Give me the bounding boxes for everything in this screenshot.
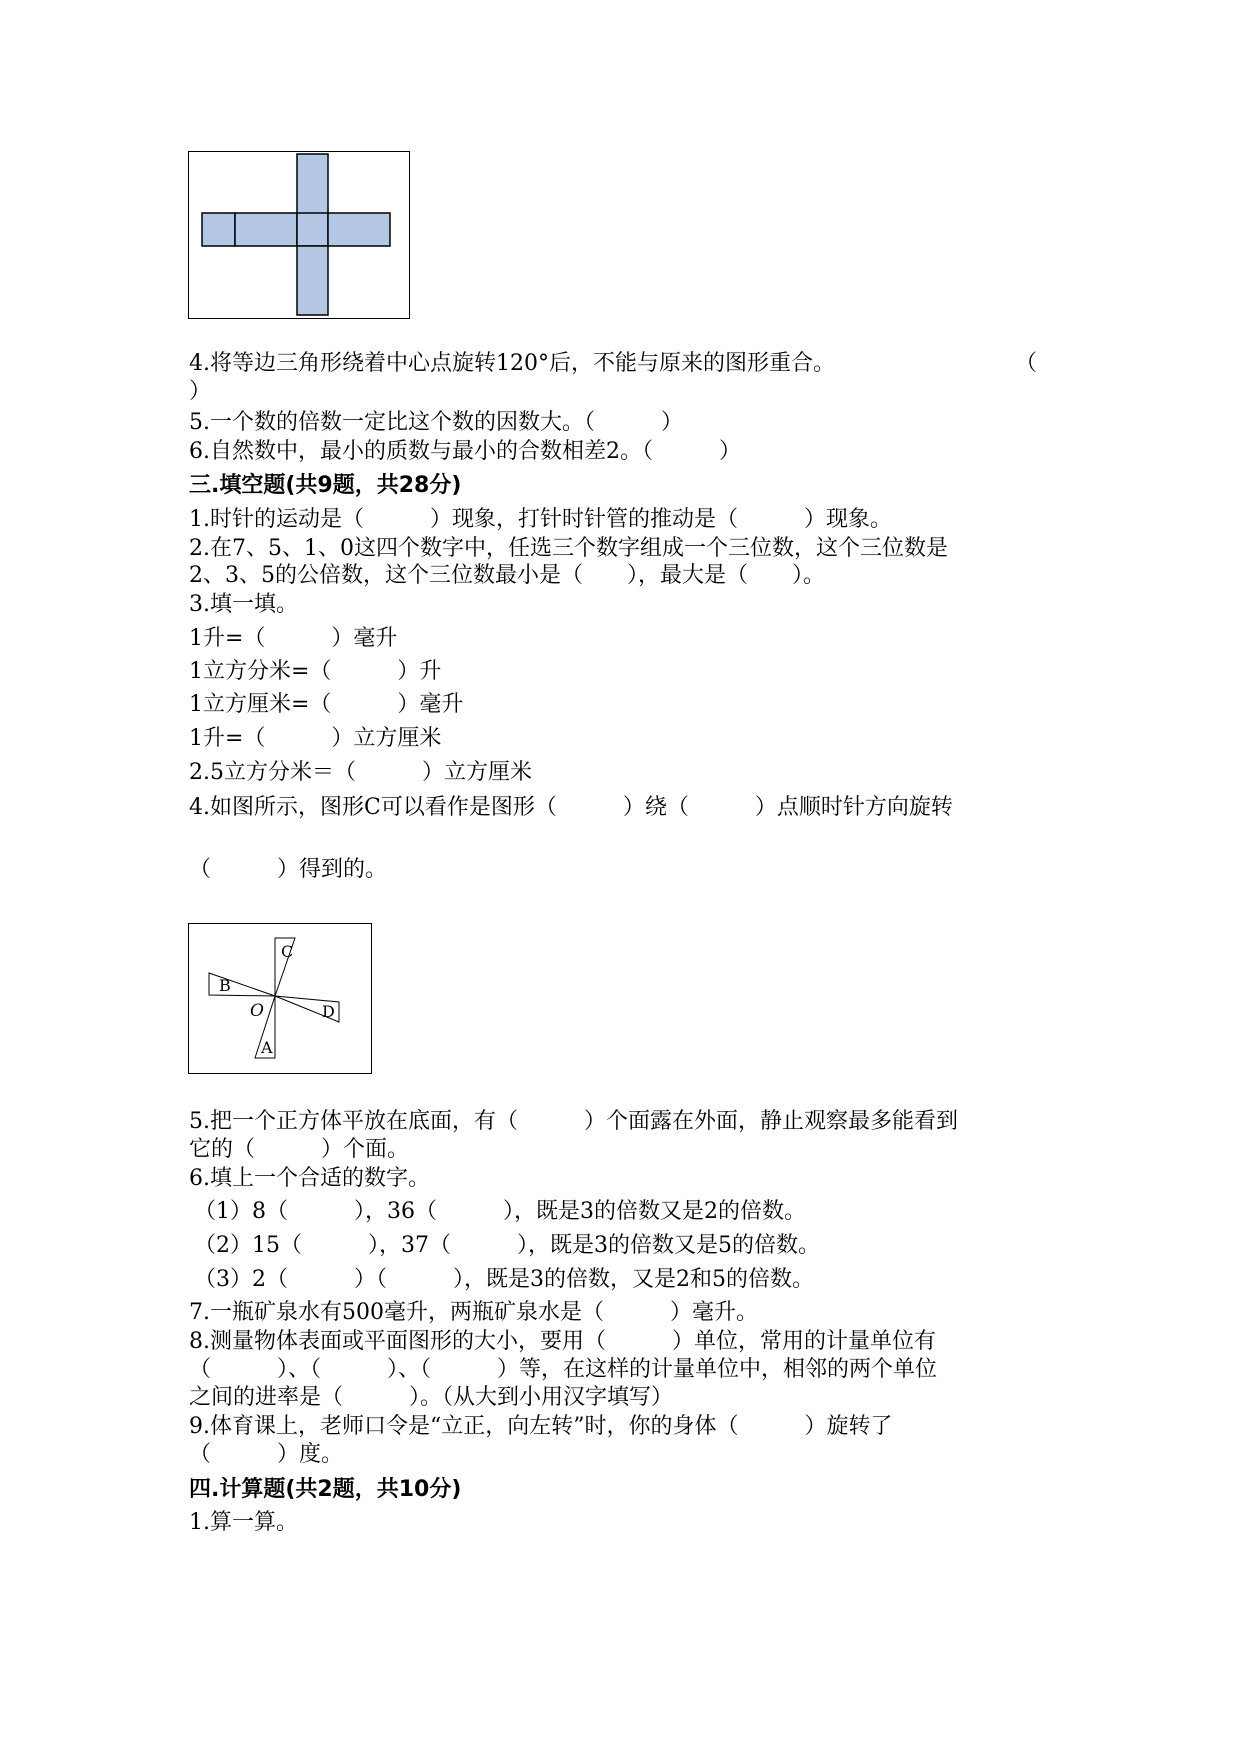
cube-net-drawing [189,152,409,318]
fill-question-5-line1: 5.把一个正方体平放在底面，有（ ）个面露在外面，静止观察最多能看到 [189,1109,958,1134]
fill-question-4-line1: 4.如图所示，图形C可以看作是图形（ ）绕（ ）点顺时针方向旋转 [189,795,953,820]
net-square [297,154,328,216]
fill-question-2-line1: 2.在7、5、1、0这四个数字中，任选三个数字组成一个三位数，这个三位数是 [189,536,948,561]
fill-question-9-line1: 9.体育课上，老师口令是“立正，向左转”时，你的身体（ ）旋转了 [189,1414,893,1439]
fill-question-9-line2: （ ）度。 [189,1442,344,1467]
section-heading-calc: 四.计算题(共2题，共10分) [189,1477,462,1502]
calc-question-1: 1.算一算。 [189,1510,298,1535]
net-square [297,246,328,315]
fill-question-8-line2: （ ）、（ ）、（ ）等，在这样的计量单位中，相邻的两个单位 [189,1357,938,1382]
rotation-drawing [189,924,371,1073]
fill-question-5-line2: 它的（ ）个面。 [189,1137,410,1162]
fill-question-3-item: 1立方分米=（ ）升 [189,659,442,684]
fill-question-3-item: 1立方厘米=（ ）毫升 [189,692,464,717]
net-square [297,213,328,246]
rotation-figure [188,923,372,1074]
fill-question-8-line1: 8.测量物体表面或平面图形的大小，要用（ ）单位，常用的计量单位有 [189,1329,936,1354]
net-square [328,213,390,246]
net-square [235,213,297,246]
cube-net-figure [188,151,410,319]
label-o: O [250,1001,264,1021]
fill-question-6-item: （3）2（ ）（ ），既是3的倍数，又是2和5的倍数。 [194,1267,814,1292]
fill-question-4-line2: （ ）得到的。 [189,857,388,882]
fill-question-8-line3: 之间的进率是（ ）。（从大到小用汉字填写） [189,1385,674,1410]
judge-question-5: 5.一个数的倍数一定比这个数的因数大。（ ） [189,410,683,435]
label-a: A [261,1038,273,1057]
label-b: B [219,976,231,995]
fill-question-3-item: 1升=（ ）立方厘米 [189,726,442,751]
label-d: D [322,1002,335,1021]
fill-question-3: 3.填一填。 [189,592,298,617]
fill-question-3-item: 2.5立方分米＝（ ）立方厘米 [189,760,532,785]
fill-question-2-line2: 2、3、5的公倍数，这个三位数最小是（ ），最大是（ ）。 [189,563,825,588]
net-square [202,213,235,246]
fill-question-6-item: （1）8（ ），36（ ），既是3的倍数又是2的倍数。 [194,1199,806,1224]
judge-question-4: 4.将等边三角形绕着中心点旋转120°后，不能与原来的图形重合。 [189,351,835,376]
section-heading-fill: 三.填空题(共9题，共28分) [189,473,462,498]
fill-question-6: 6.填上一个合适的数字。 [189,1166,430,1191]
label-c: C [281,942,294,961]
judge-question-4-paren-close: ） [189,379,212,404]
fill-question-6-item: （2）15（ ），37（ ），既是3的倍数又是5的倍数。 [194,1233,820,1258]
fill-question-7: 7.一瓶矿泉水有500毫升，两瓶矿泉水是（ ）毫升。 [189,1300,758,1325]
fill-question-3-item: 1升=（ ）毫升 [189,626,398,651]
judge-question-4-paren-open: （ [1015,351,1038,376]
judge-question-6: 6.自然数中，最小的质数与最小的合数相差2。（ ） [189,439,741,464]
fill-question-1: 1.时针的运动是（ ）现象，打针时针管的推动是（ ）现象。 [189,507,892,532]
